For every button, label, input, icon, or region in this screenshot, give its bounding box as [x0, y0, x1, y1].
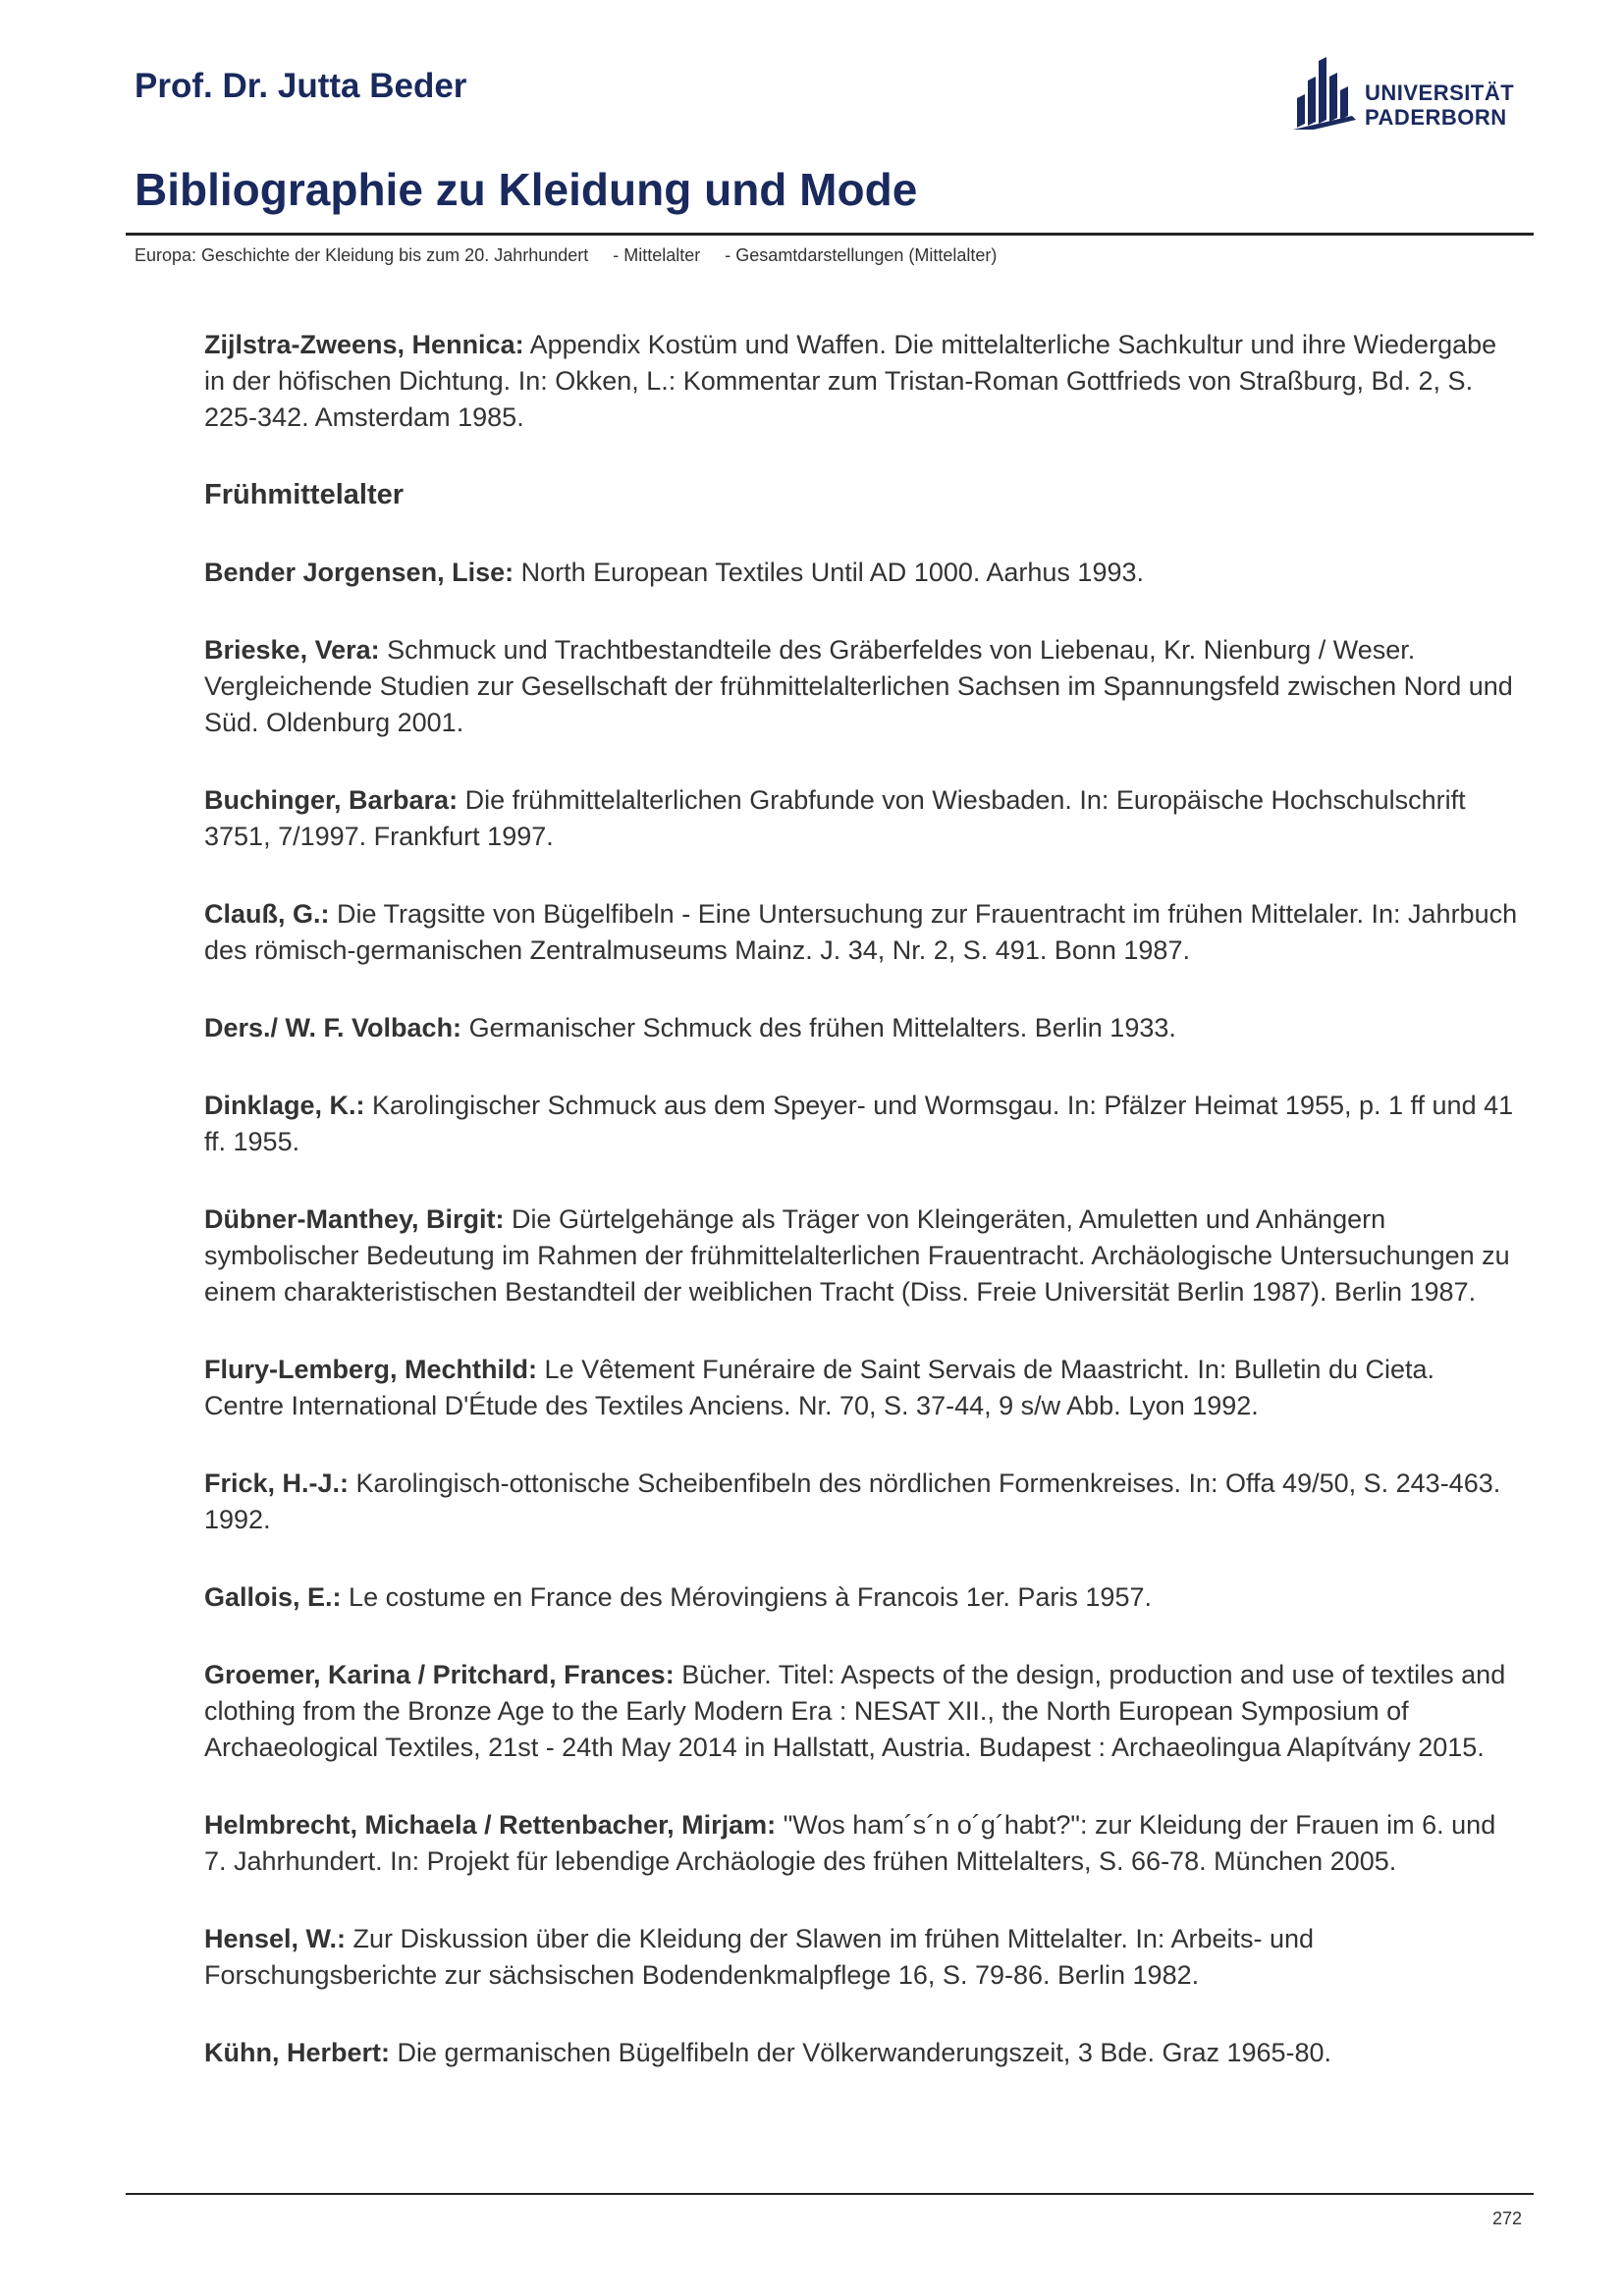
entry-citation: North European Textiles Until AD 1000. Aarhus 1993. — [514, 558, 1144, 587]
university-paderborn-logo-icon — [1291, 51, 1360, 130]
footer-divider — [126, 2193, 1534, 2195]
bibliography-entry — [204, 632, 1520, 741]
bibliography-entry — [204, 555, 1520, 591]
entry-author: Bender Jorgensen, Lise: — [204, 558, 514, 587]
bibliography-entry — [204, 1088, 1520, 1160]
entry-author: Ders./ W. F. Volbach: — [204, 1013, 462, 1042]
entry-author: Gallois, E.: — [204, 1582, 342, 1612]
entry-citation: Karolingisch-ottonische Scheibenfibeln des nördlichen Formenkreises. In: Offa 49/50, S. 243-463. 1992. — [204, 1468, 1501, 1534]
entry-citation: Karolingischer Schmuck aus dem Speyer- und Wormsgau. In: Pfälzer Heimat 1955, p. 1 ff und 41 ff. 1955. — [204, 1091, 1514, 1156]
entry-citation: Schmuck und Trachtbestandteile des Gräberfeldes von Liebenau, Kr. Nienburg / Weser. Vergleichende Studien zur Gesellschaft der frühmittelalterlichen Sachsen im Spannungsfeld zwischen Nord und Süd. Oldenburg 2001. — [204, 635, 1513, 737]
entry-citation: "Wos ham´s´n o´g´habt?": zur Kleidung der Frauen im 6. und 7. Jahrhundert. In: Projekt für lebendige Archäologie des frühen Mittelalters, S. 66-78. München 2005. — [204, 1810, 1496, 1876]
entry-citation: Zur Diskussion über die Kleidung der Slawen im frühen Mittelalter. In: Arbeits- und Forschungsberichte zur sächsischen Bodendenkmalpflege 16, S. 79-86. Berlin 1982. — [204, 1924, 1315, 1990]
bibliography-entry — [204, 2035, 1520, 2071]
section-heading: Frühmittelalter — [204, 479, 405, 510]
bibliography-entry — [204, 782, 1520, 855]
logo-text — [1365, 80, 1514, 130]
entry-citation: Bücher. Titel: Aspects of the design, production and use of textiles and clothing from the Bronze Age to the Early Modern Era : NESAT XII., the North European Symposium of Archaeological Textiles, 21st - 24th May 2014 in Hallstatt, Austria. Budapest : Archaeolingua Alapítvány 2015. — [204, 1660, 1506, 1762]
entry-author: Flury-Lemberg, Mechthild: — [204, 1355, 538, 1384]
entry-author: Zijlstra-Zweens, Hennica: — [204, 330, 524, 359]
entry-author: Groemer, Karina / Pritchard, Frances: — [204, 1660, 675, 1689]
breadcrumb: Europa: Geschichte der Kleidung bis zum 20. Jahrhundert - Mittelalter - Gesamtdarstellungen (Mittelalter) — [135, 245, 998, 265]
entry-author: Frick, H.-J.: — [204, 1468, 350, 1498]
bibliography-entry — [204, 1807, 1520, 1880]
entry-citation: Germanischer Schmuck des frühen Mittelalters. Berlin 1933. — [461, 1013, 1176, 1042]
entry-author: Dinklage, K.: — [204, 1091, 365, 1120]
logo-line-1: UNIVERSITÄT — [1365, 80, 1515, 105]
bibliography-entry — [204, 1579, 1520, 1616]
bibliography-entry — [204, 1466, 1520, 1538]
university-logo — [1291, 51, 1527, 132]
entries-list — [204, 555, 1520, 2071]
entry-citation: Die Tragsitte von Bügelfibeln - Eine Untersuchung zur Frauentracht im frühen Mittelaler. In: Jahrbuch des römisch-germanischen Zentralmuseums Mainz. J. 34, Nr. 2, S. 491. Bonn 1987. — [204, 899, 1518, 965]
entries-top — [204, 327, 1520, 436]
entry-author: Buchinger, Barbara: — [204, 785, 459, 815]
bibliography-entry — [204, 1201, 1520, 1310]
entry-citation: Appendix Kostüm und Waffen. Die mittelalterliche Sachkultur und ihre Wiedergabe in der höfischen Dichtung. In: Okken, L.: Kommentar zum Tristan-Roman Gottfrieds von Straßburg, Bd. 2, S. 225-342. Amsterdam 1985. — [204, 330, 1497, 432]
entry-author: Helmbrecht, Michaela / Rettenbacher, Mirjam: — [204, 1810, 777, 1840]
bibliography-entry — [204, 896, 1520, 969]
entry-author: Brieske, Vera: — [204, 635, 380, 665]
entry-citation: Die Gürtelgehänge als Träger von Kleingeräten, Amuletten und Anhängern symbolischer Bedeutung im Rahmen der frühmittelalterlichen Frauentracht. Archäologische Untersuchungen zu einem charakteristischen Bestandteil der weiblichen Tracht (Diss. Freie Universität Berlin 1987). Berlin 1987. — [204, 1204, 1510, 1307]
bibliography-entry — [204, 1921, 1520, 1994]
author-name: Prof. Dr. Jutta Beder — [135, 67, 467, 105]
entry-author: Clauß, G.: — [204, 899, 330, 929]
logo-line-2: PADERBORN — [1365, 105, 1507, 130]
bibliography-entry — [204, 1352, 1520, 1424]
entry-citation: Die frühmittelalterlichen Grabfunde von Wiesbaden. In: Europäische Hochschulschrift 3751, 7/1997. Frankfurt 1997. — [204, 785, 1466, 851]
entry-author: Kühn, Herbert: — [204, 2038, 390, 2067]
entry-author: Dübner-Manthey, Birgit: — [204, 1204, 505, 1234]
entry-citation: Die germanischen Bügelfibeln der Völkerwanderungszeit, 3 Bde. Graz 1965-80. — [390, 2038, 1332, 2067]
entry-author: Hensel, W.: — [204, 1924, 347, 1953]
bibliography-entry — [204, 1657, 1520, 1766]
entry-citation: Le Vêtement Funéraire de Saint Servais de Maastricht. In: Bulletin du Cieta. Centre International D'Étude des Textiles Anciens. Nr. 70, S. 37-44, 9 s/w Abb. Lyon 1992. — [204, 1355, 1435, 1420]
bibliography-entry — [204, 327, 1520, 436]
entry-citation: Le costume en France des Mérovingiens à Francois 1er. Paris 1957. — [341, 1582, 1152, 1612]
bibliography-content — [204, 327, 1520, 2112]
bibliography-entry — [204, 1010, 1520, 1046]
header-divider — [126, 233, 1534, 236]
document-title: Bibliographie zu Kleidung und Mode — [135, 164, 918, 215]
page-number: 272 — [1492, 2209, 1523, 2228]
